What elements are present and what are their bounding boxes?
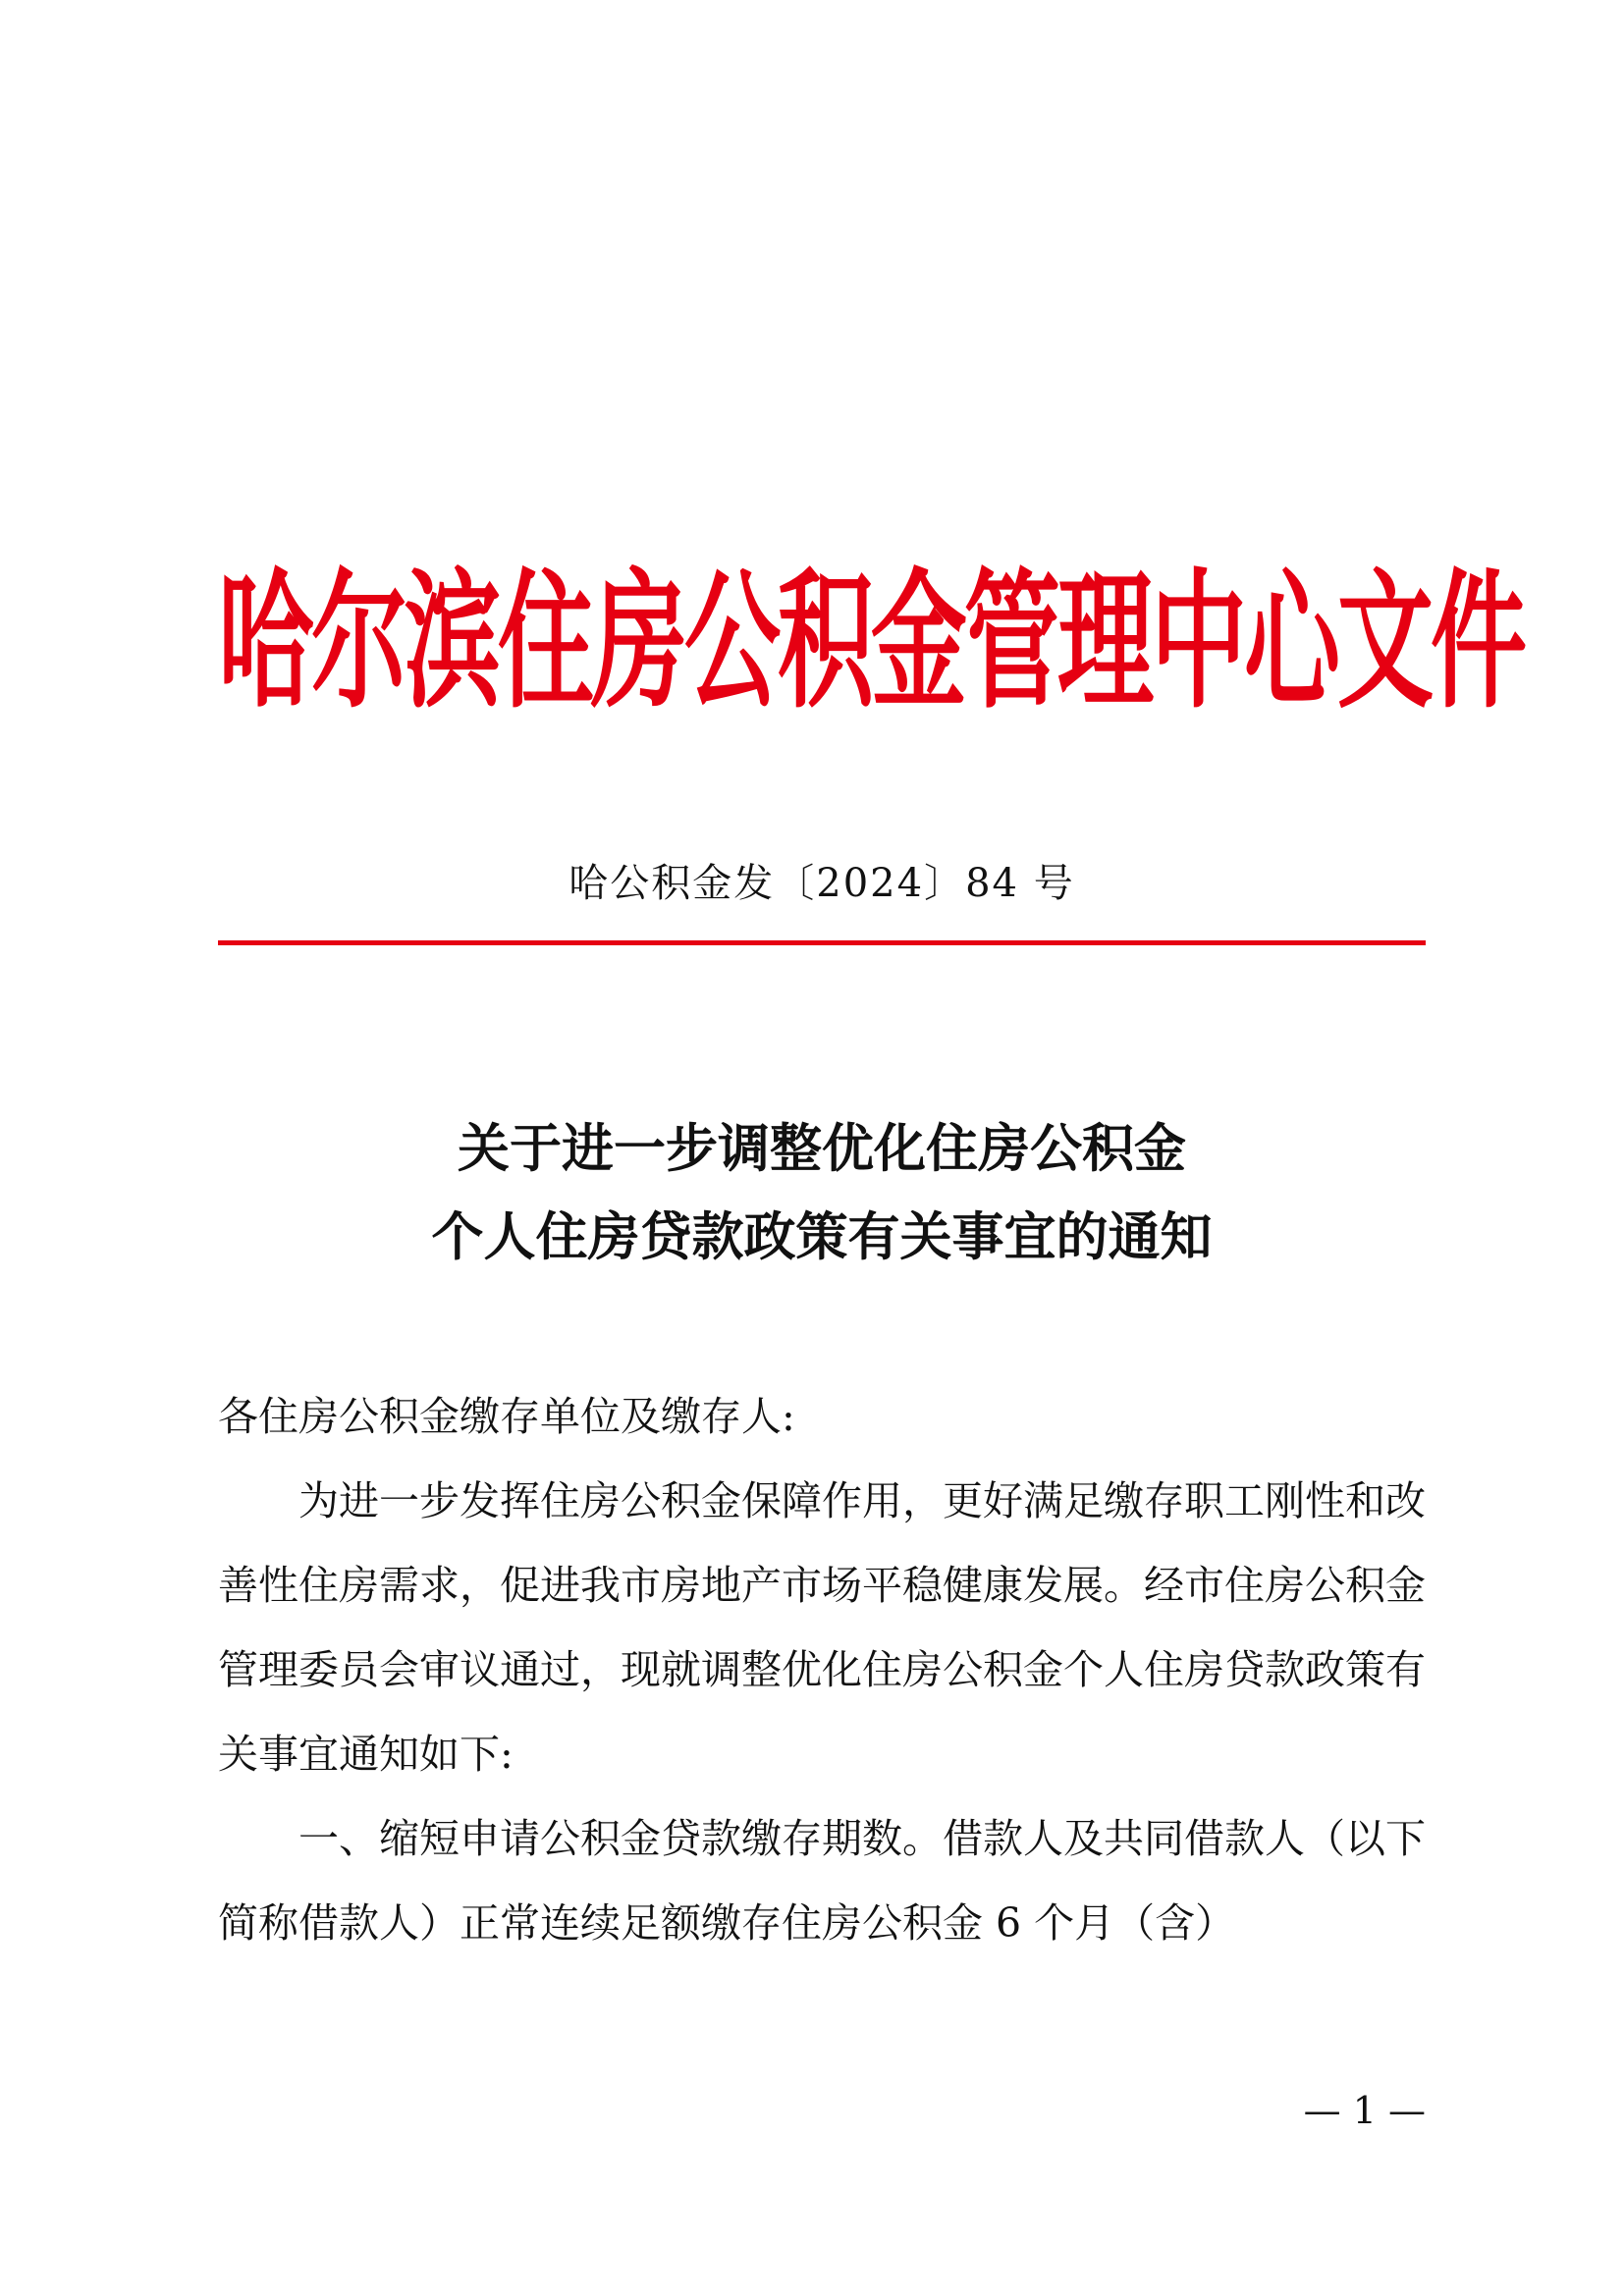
issuer-header-title: 哈尔滨住房公积金管理中心文件 [218,555,1525,730]
notice-title [218,1104,1426,1281]
notice-title-line-1: 关于进一步调整优化住房公积金 [458,1118,1186,1179]
document-number: 哈公积金发〔2024〕84 号 [568,861,1075,906]
notice-body [218,1374,1426,1965]
notice-title-line-2: 个人住房贷款政策有关事宜的通知 [431,1206,1213,1267]
page-number: — 1 — [1303,2089,1426,2132]
body-paragraph-1: 为进一步发挥住房公积金保障作用，更好满足缴存职工刚性和改善性住房需求，促进我市房地产市场平稳健康发展。经市住房公积金管理委员会审议通过，现就调整优化住房公积金个人住房贷款政策有关事宜通知如下: [218,1477,1426,1778]
salutation: 各住房公积金缴存单位及缴存人: [218,1393,795,1440]
red-divider-line [218,940,1426,945]
body-paragraph-2: 一、缩短申请公积金贷款缴存期数。借款人及共同借款人（以下简称借款人）正常连续足额缴存住房公积金 6 个月（含） [218,1815,1426,1947]
